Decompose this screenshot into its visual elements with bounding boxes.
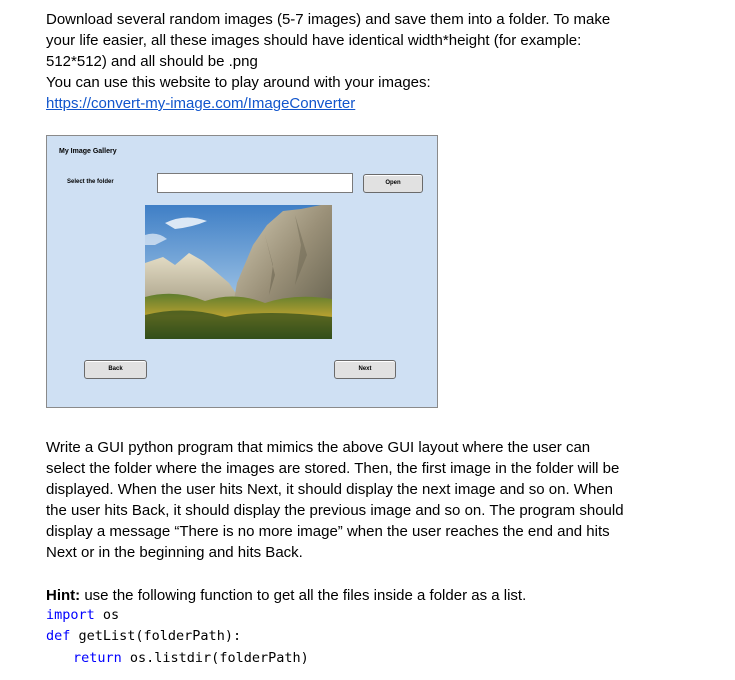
body-line: Next or in the beginning and hits Back. bbox=[46, 544, 303, 561]
hint-label: Hint: bbox=[46, 587, 81, 604]
code-text: os.listdir(folderPath) bbox=[121, 650, 309, 666]
folder-label: Select the folder bbox=[67, 179, 114, 185]
gui-title: My Image Gallery bbox=[59, 148, 117, 155]
code-keyword: def bbox=[46, 628, 71, 644]
intro-line-3: 512*512) and all should be .png bbox=[46, 53, 258, 70]
body-line: select the folder where the images are stored. Then, the first image in the folder will be bbox=[46, 460, 620, 477]
folder-input[interactable] bbox=[157, 173, 353, 193]
assignment-paragraph bbox=[46, 437, 668, 563]
code-keyword: return bbox=[73, 650, 122, 666]
next-button[interactable]: Next bbox=[334, 360, 396, 379]
intro-line-1: Download several random images (5-7 images) and save them into a folder. To make bbox=[46, 11, 611, 28]
code-text: os bbox=[94, 607, 120, 623]
code-text: getList(folderPath): bbox=[70, 628, 242, 644]
code-keyword: import bbox=[46, 607, 95, 623]
gallery-image bbox=[145, 205, 332, 339]
open-button[interactable]: Open bbox=[363, 174, 423, 193]
hint-line bbox=[46, 585, 526, 606]
body-line: the user hits Back, it should display the previous image and so on. The program should bbox=[46, 502, 624, 519]
gui-mockup-window bbox=[46, 135, 438, 408]
intro-paragraph bbox=[46, 9, 686, 114]
back-button[interactable]: Back bbox=[84, 360, 147, 379]
body-line: display a message “There is no more image” when the user reaches the end and hits bbox=[46, 523, 610, 540]
body-line: Write a GUI python program that mimics the above GUI layout where the user can bbox=[46, 439, 591, 456]
code-line-return bbox=[73, 648, 309, 669]
body-line: displayed. When the user hits Next, it should display the next image and so on. When bbox=[46, 481, 613, 498]
hint-text: use the following function to get all the files inside a folder as a list. bbox=[80, 587, 527, 604]
intro-line-4: You can use this website to play around with your images: bbox=[46, 74, 431, 91]
converter-link[interactable]: https://convert-my-image.com/ImageConverter bbox=[46, 95, 356, 112]
code-line-def bbox=[46, 626, 241, 647]
code-line-import bbox=[46, 605, 119, 626]
intro-line-2: your life easier, all these images should have identical width*height (for example: bbox=[46, 32, 582, 49]
